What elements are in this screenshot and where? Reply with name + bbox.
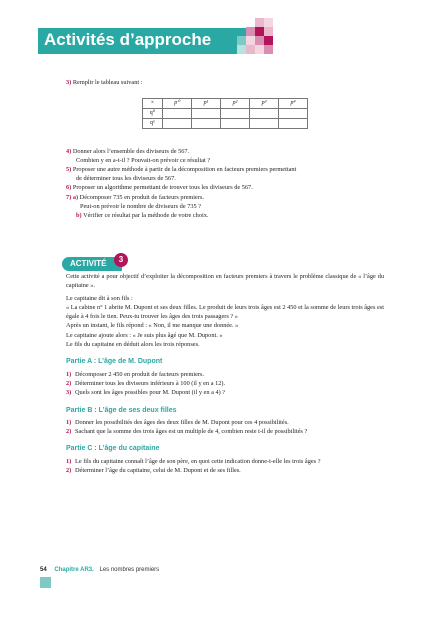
list-item: [66, 466, 384, 475]
question-7b: [66, 211, 386, 220]
question-text-continued: Combien y en a-t-il ? Pouvait-on prévoir ce résultat ?: [76, 157, 211, 165]
chapter-label: Chapitre AR3.: [54, 567, 94, 573]
table-col-header: p⁴: [279, 99, 308, 109]
table-header-row: [143, 99, 308, 109]
item-text: Donner les possibilités des âges des deux filles de M. Dupont pour ces 4 possibilités.: [75, 418, 289, 426]
activity-intro: Cette activité a pour objectif d’exploiter la décomposition en facteurs premiers à travers le problème classique de « l’âge du capitaine ».: [66, 273, 384, 290]
part-b-title: Partie B : L’âge de ses deux filles: [66, 406, 177, 414]
question-text: Proposer un algorithme permettant de trouver tous les diviseurs de 567.: [72, 184, 253, 192]
exercise-section: [66, 78, 386, 220]
header-band: [0, 0, 435, 56]
table-cell: [250, 109, 279, 119]
list-item: [66, 418, 384, 427]
item-text: Sachant que la somme des trois âges est un multiple de 4, combien reste t-il de possibilités ?: [75, 428, 308, 436]
table-col-header: p²: [221, 99, 250, 109]
question-text: Donner alors l’ensemble des diviseurs de 567.: [72, 148, 190, 156]
list-item: [66, 388, 384, 397]
list-item: [66, 370, 384, 379]
item-text: Quels sont les âges possibles pour M. Dupont (il y en a 4) ?: [75, 389, 226, 397]
item-number: 2): [66, 467, 72, 475]
question-number: 5): [66, 166, 72, 174]
story-paragraph: Le fils du capitaine en déduit alors les trois réponses.: [66, 341, 200, 349]
sub-question-label: b): [76, 211, 82, 219]
table-corner-cell: ×: [143, 99, 163, 109]
question-6: [66, 183, 386, 192]
table-cell: [250, 119, 279, 129]
story-paragraph: Après un instant, le fils répond : « Non, il me manque une donnée. »: [66, 322, 239, 330]
question-4: [66, 147, 386, 156]
item-number: 2): [66, 379, 72, 387]
activity-body: [66, 272, 384, 475]
question-7a: [66, 193, 386, 202]
question-text-continued: Peut-on prévoir le nombre de diviseurs de 735 ?: [80, 202, 202, 210]
question-3: [66, 78, 386, 87]
question-number: 4): [66, 148, 72, 156]
table-cell: [163, 109, 192, 119]
table-row: [143, 119, 308, 129]
list-item: [66, 379, 384, 388]
item-text: Le fils du capitaine connaît l’âge de son père, en quoi cette indication donne-t-elle les trois âges ?: [75, 457, 321, 465]
table-col-header: p³: [250, 99, 279, 109]
item-number: 1): [66, 418, 72, 426]
page-footer: [40, 567, 400, 589]
question-number: 7): [66, 193, 72, 201]
header-mosaic-decoration: [228, 18, 274, 56]
question-text: Remplir le tableau suivant :: [72, 79, 143, 86]
activity-badge: [62, 253, 122, 267]
item-text: Décomposer 2 450 en produit de facteurs premiers.: [75, 370, 205, 378]
question-text: Décomposer 735 en produit de facteurs premiers.: [79, 193, 204, 201]
table-row: [143, 109, 308, 119]
table-row-header: q⁰: [143, 109, 163, 119]
item-text: Déterminer l’âge du capitaine, celui de M. Dupont et de ses filles.: [75, 467, 241, 475]
table-col-header: p¹: [192, 99, 221, 109]
sub-question-label: a): [72, 193, 79, 201]
item-number: 1): [66, 370, 72, 378]
page-title: Activités d’approche: [44, 30, 212, 49]
page-number: 54: [40, 567, 47, 573]
table-row-header: q¹: [143, 119, 163, 129]
item-number: 1): [66, 457, 72, 465]
list-item: [66, 457, 384, 466]
question-text: Vérifier ce résultat par la méthode de votre choix.: [83, 211, 209, 219]
question-list: [66, 147, 386, 220]
part-c-title: Partie C : L’âge du capitaine: [66, 445, 160, 453]
table-cell: [192, 109, 221, 119]
divisor-table: [142, 98, 308, 129]
story-paragraph: Le capitaine dit à son fils :: [66, 294, 133, 302]
question-5: [66, 165, 386, 174]
list-item: [66, 427, 384, 436]
table-cell: [163, 119, 192, 129]
story-paragraph: Le capitaine ajoute alors : « Je suis plus âgé que M. Dupont. »: [66, 331, 223, 339]
table-cell: [221, 119, 250, 129]
question-number: 3): [66, 79, 72, 86]
table-cell: [192, 119, 221, 129]
activity-label: ACTIVITÉ: [62, 257, 122, 271]
activity-number: 3: [114, 253, 128, 267]
footer-text: [40, 567, 159, 573]
part-a-title: Partie A : L’âge de M. Dupont: [66, 358, 163, 366]
question-text: Proposer une autre méthode à partir de la décomposition en facteurs premiers permettant: [72, 166, 297, 174]
table-cell: [279, 109, 308, 119]
item-number: 2): [66, 428, 72, 436]
footer-square-decoration: [40, 577, 51, 588]
question-text-continued: de déterminer tous les diviseurs de 567.: [76, 175, 176, 183]
table-cell: [279, 119, 308, 129]
chapter-title: Les nombres premiers: [99, 567, 160, 573]
question-number: 6): [66, 184, 72, 192]
table-col-header: p⁰: [163, 99, 192, 109]
item-text: Déterminer tous les diviseurs inférieurs à 100 (il y en a 12).: [75, 379, 226, 387]
item-number: 3): [66, 389, 72, 397]
table-cell: [221, 109, 250, 119]
story-paragraph: « La cabine n° 1 abrite M. Dupont et ses deux filles. Le produit de leurs trois âges est 2 450 et la somme de leurs trois âges est égale à 4 fois le tien. Peux-tu trouver les âges des trois passagers ? »: [66, 303, 384, 321]
